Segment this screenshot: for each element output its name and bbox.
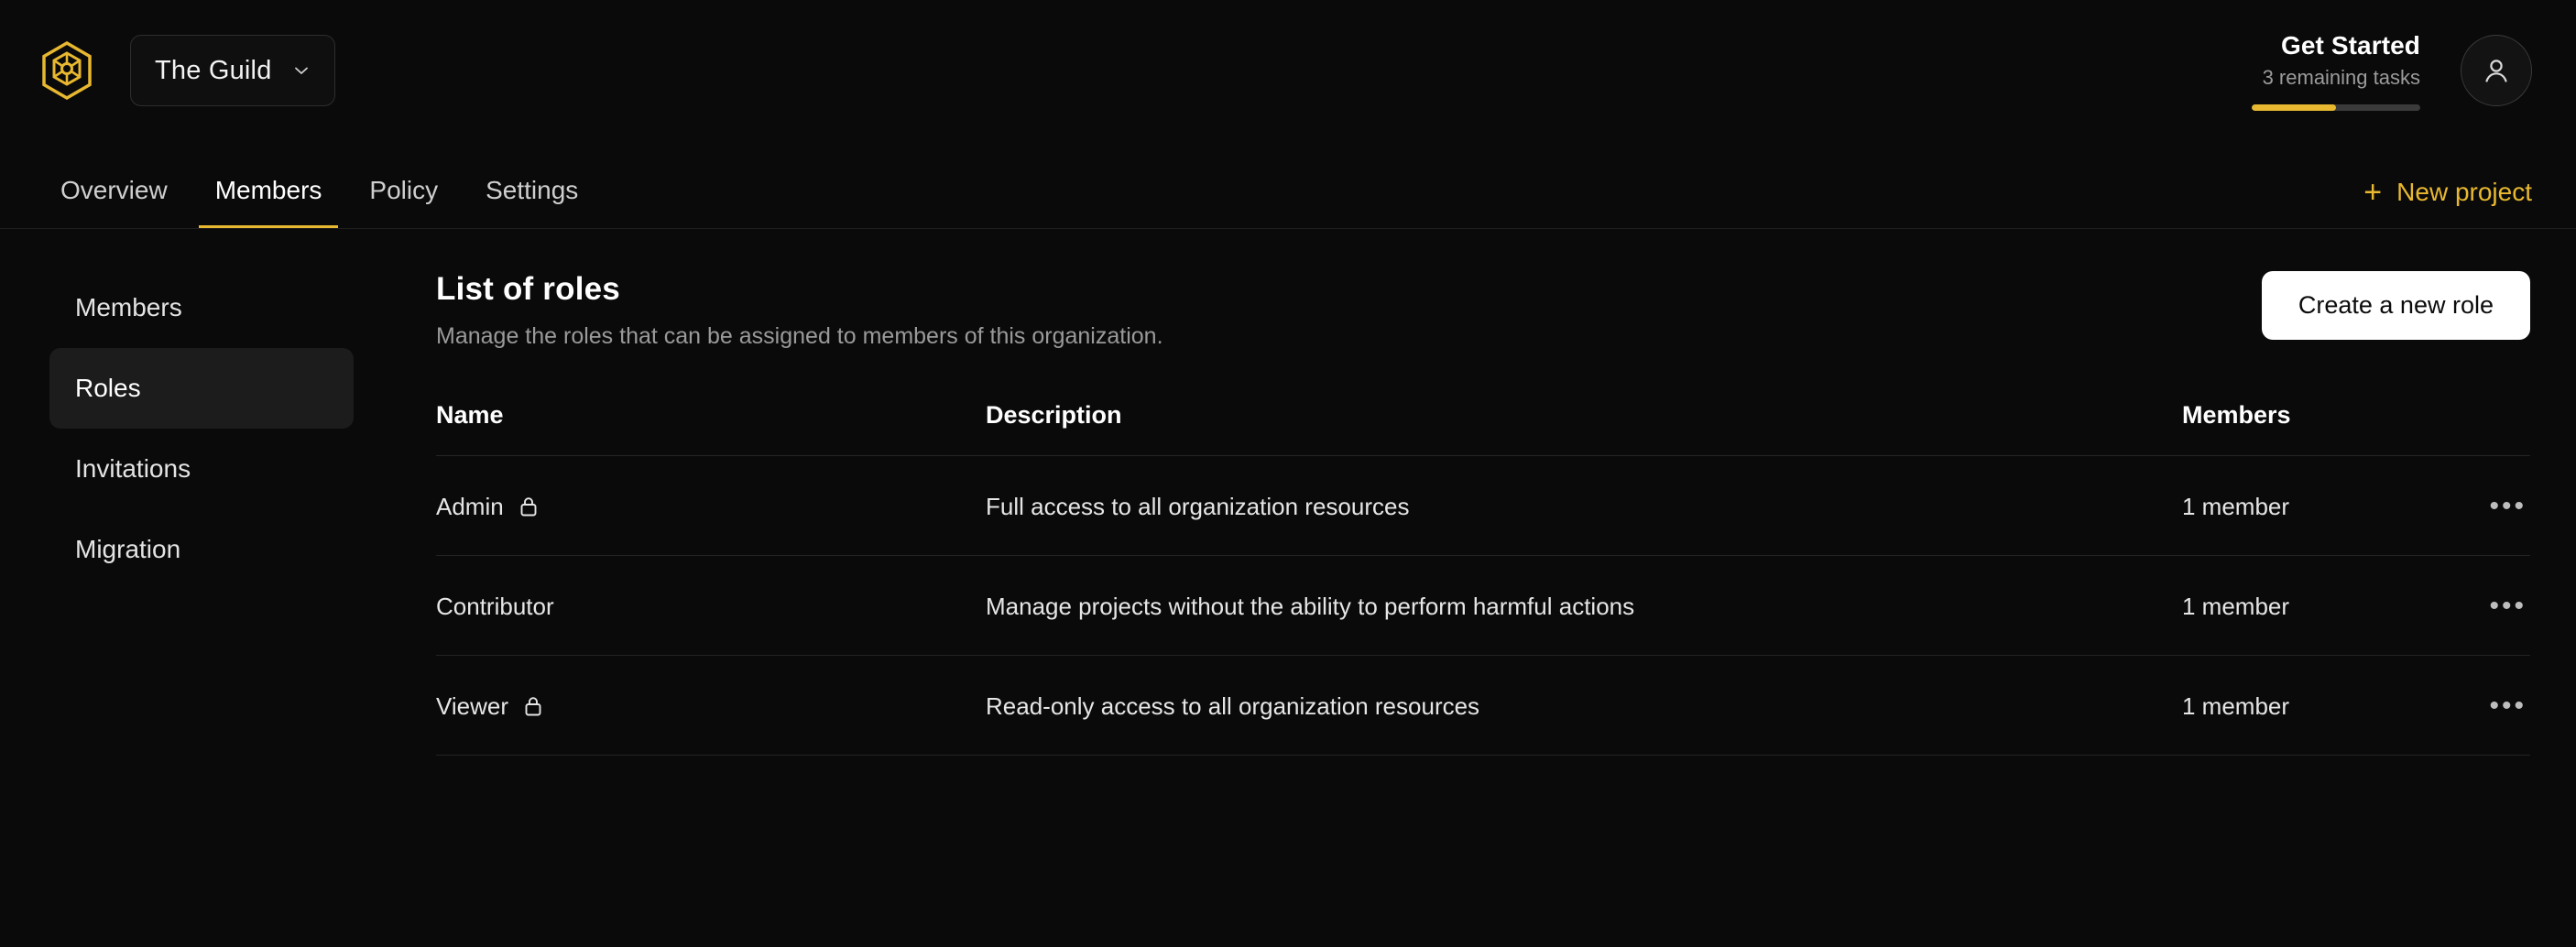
- page-title: List of roles: [436, 271, 620, 307]
- roles-table-head: [436, 401, 2530, 456]
- tab-members[interactable]: Members: [199, 176, 339, 228]
- main-nav: [0, 141, 2576, 229]
- row-actions-cell: [2457, 656, 2530, 756]
- lock-icon: [518, 495, 539, 517]
- role-description: Read-only access to all organization resources: [986, 656, 2182, 756]
- role-name: Admin: [436, 492, 504, 520]
- column-header-actions: [2457, 401, 2530, 456]
- page-body: [0, 229, 2576, 947]
- nav-tabs: [44, 176, 609, 228]
- new-project-button[interactable]: [2363, 177, 2532, 228]
- row-actions-cell: [2457, 456, 2530, 556]
- roles-table: [436, 401, 2530, 756]
- table-row: [436, 656, 2530, 756]
- tab-overview[interactable]: Overview: [60, 176, 168, 204]
- sidebar-item-invitations[interactable]: Invitations: [75, 454, 191, 483]
- sidebar-item-roles[interactable]: Roles: [49, 348, 354, 429]
- org-switcher[interactable]: [130, 35, 335, 106]
- page-subtitle: Manage the roles that can be assigned to members of this organization.: [436, 323, 1163, 349]
- tab-policy[interactable]: Policy: [369, 176, 439, 204]
- role-description: Manage projects without the ability to perform harmful actions: [986, 556, 2182, 656]
- role-name-cell: [436, 456, 986, 556]
- hive-logo-icon[interactable]: [35, 38, 99, 103]
- user-avatar-icon[interactable]: [2461, 35, 2532, 106]
- column-header-description: Description: [986, 401, 1122, 429]
- column-header-members: Members: [2182, 401, 2291, 429]
- role-name: Viewer: [436, 691, 509, 720]
- table-row: [436, 556, 2530, 656]
- create-role-button[interactable]: Create a new role: [2262, 271, 2530, 340]
- role-members-count: 1 member: [2182, 456, 2457, 556]
- get-started-progress-fill: [2252, 104, 2336, 111]
- get-started-progress: [2252, 104, 2420, 111]
- role-name-cell: [436, 656, 986, 756]
- get-started-subtitle: 3 remaining tasks: [2262, 65, 2420, 89]
- column-header-name: Name: [436, 401, 504, 429]
- get-started-title: Get Started: [2280, 30, 2420, 60]
- role-members-count: 1 member: [2182, 556, 2457, 656]
- new-project-label: New project: [2396, 178, 2532, 206]
- page-header: [436, 271, 2530, 350]
- chevron-down-icon: [292, 61, 311, 80]
- table-row: [436, 456, 2530, 556]
- top-bar: [0, 0, 2576, 141]
- page-header-text: [436, 271, 1163, 350]
- lock-icon: [523, 695, 543, 717]
- table-header-row: [436, 401, 2530, 456]
- more-options-icon[interactable]: •••: [2489, 691, 2527, 721]
- sidebar-item-members[interactable]: Members: [75, 293, 182, 321]
- sidebar-item-migration[interactable]: Migration: [75, 535, 181, 563]
- tab-settings[interactable]: Settings: [486, 176, 579, 204]
- role-members-count: 1 member: [2182, 656, 2457, 756]
- more-options-icon[interactable]: •••: [2489, 591, 2527, 621]
- row-actions-cell: [2457, 556, 2530, 656]
- main-content: [403, 229, 2576, 947]
- role-name-cell: [436, 556, 986, 656]
- sidebar: [0, 229, 403, 947]
- role-name: Contributor: [436, 592, 554, 620]
- plus-icon: +: [2363, 175, 2383, 210]
- more-options-icon[interactable]: •••: [2489, 491, 2527, 521]
- role-description: Full access to all organization resources: [986, 456, 2182, 556]
- org-name: The Guild: [155, 55, 272, 85]
- roles-table-body: [436, 456, 2530, 756]
- get-started-widget[interactable]: [2252, 31, 2420, 111]
